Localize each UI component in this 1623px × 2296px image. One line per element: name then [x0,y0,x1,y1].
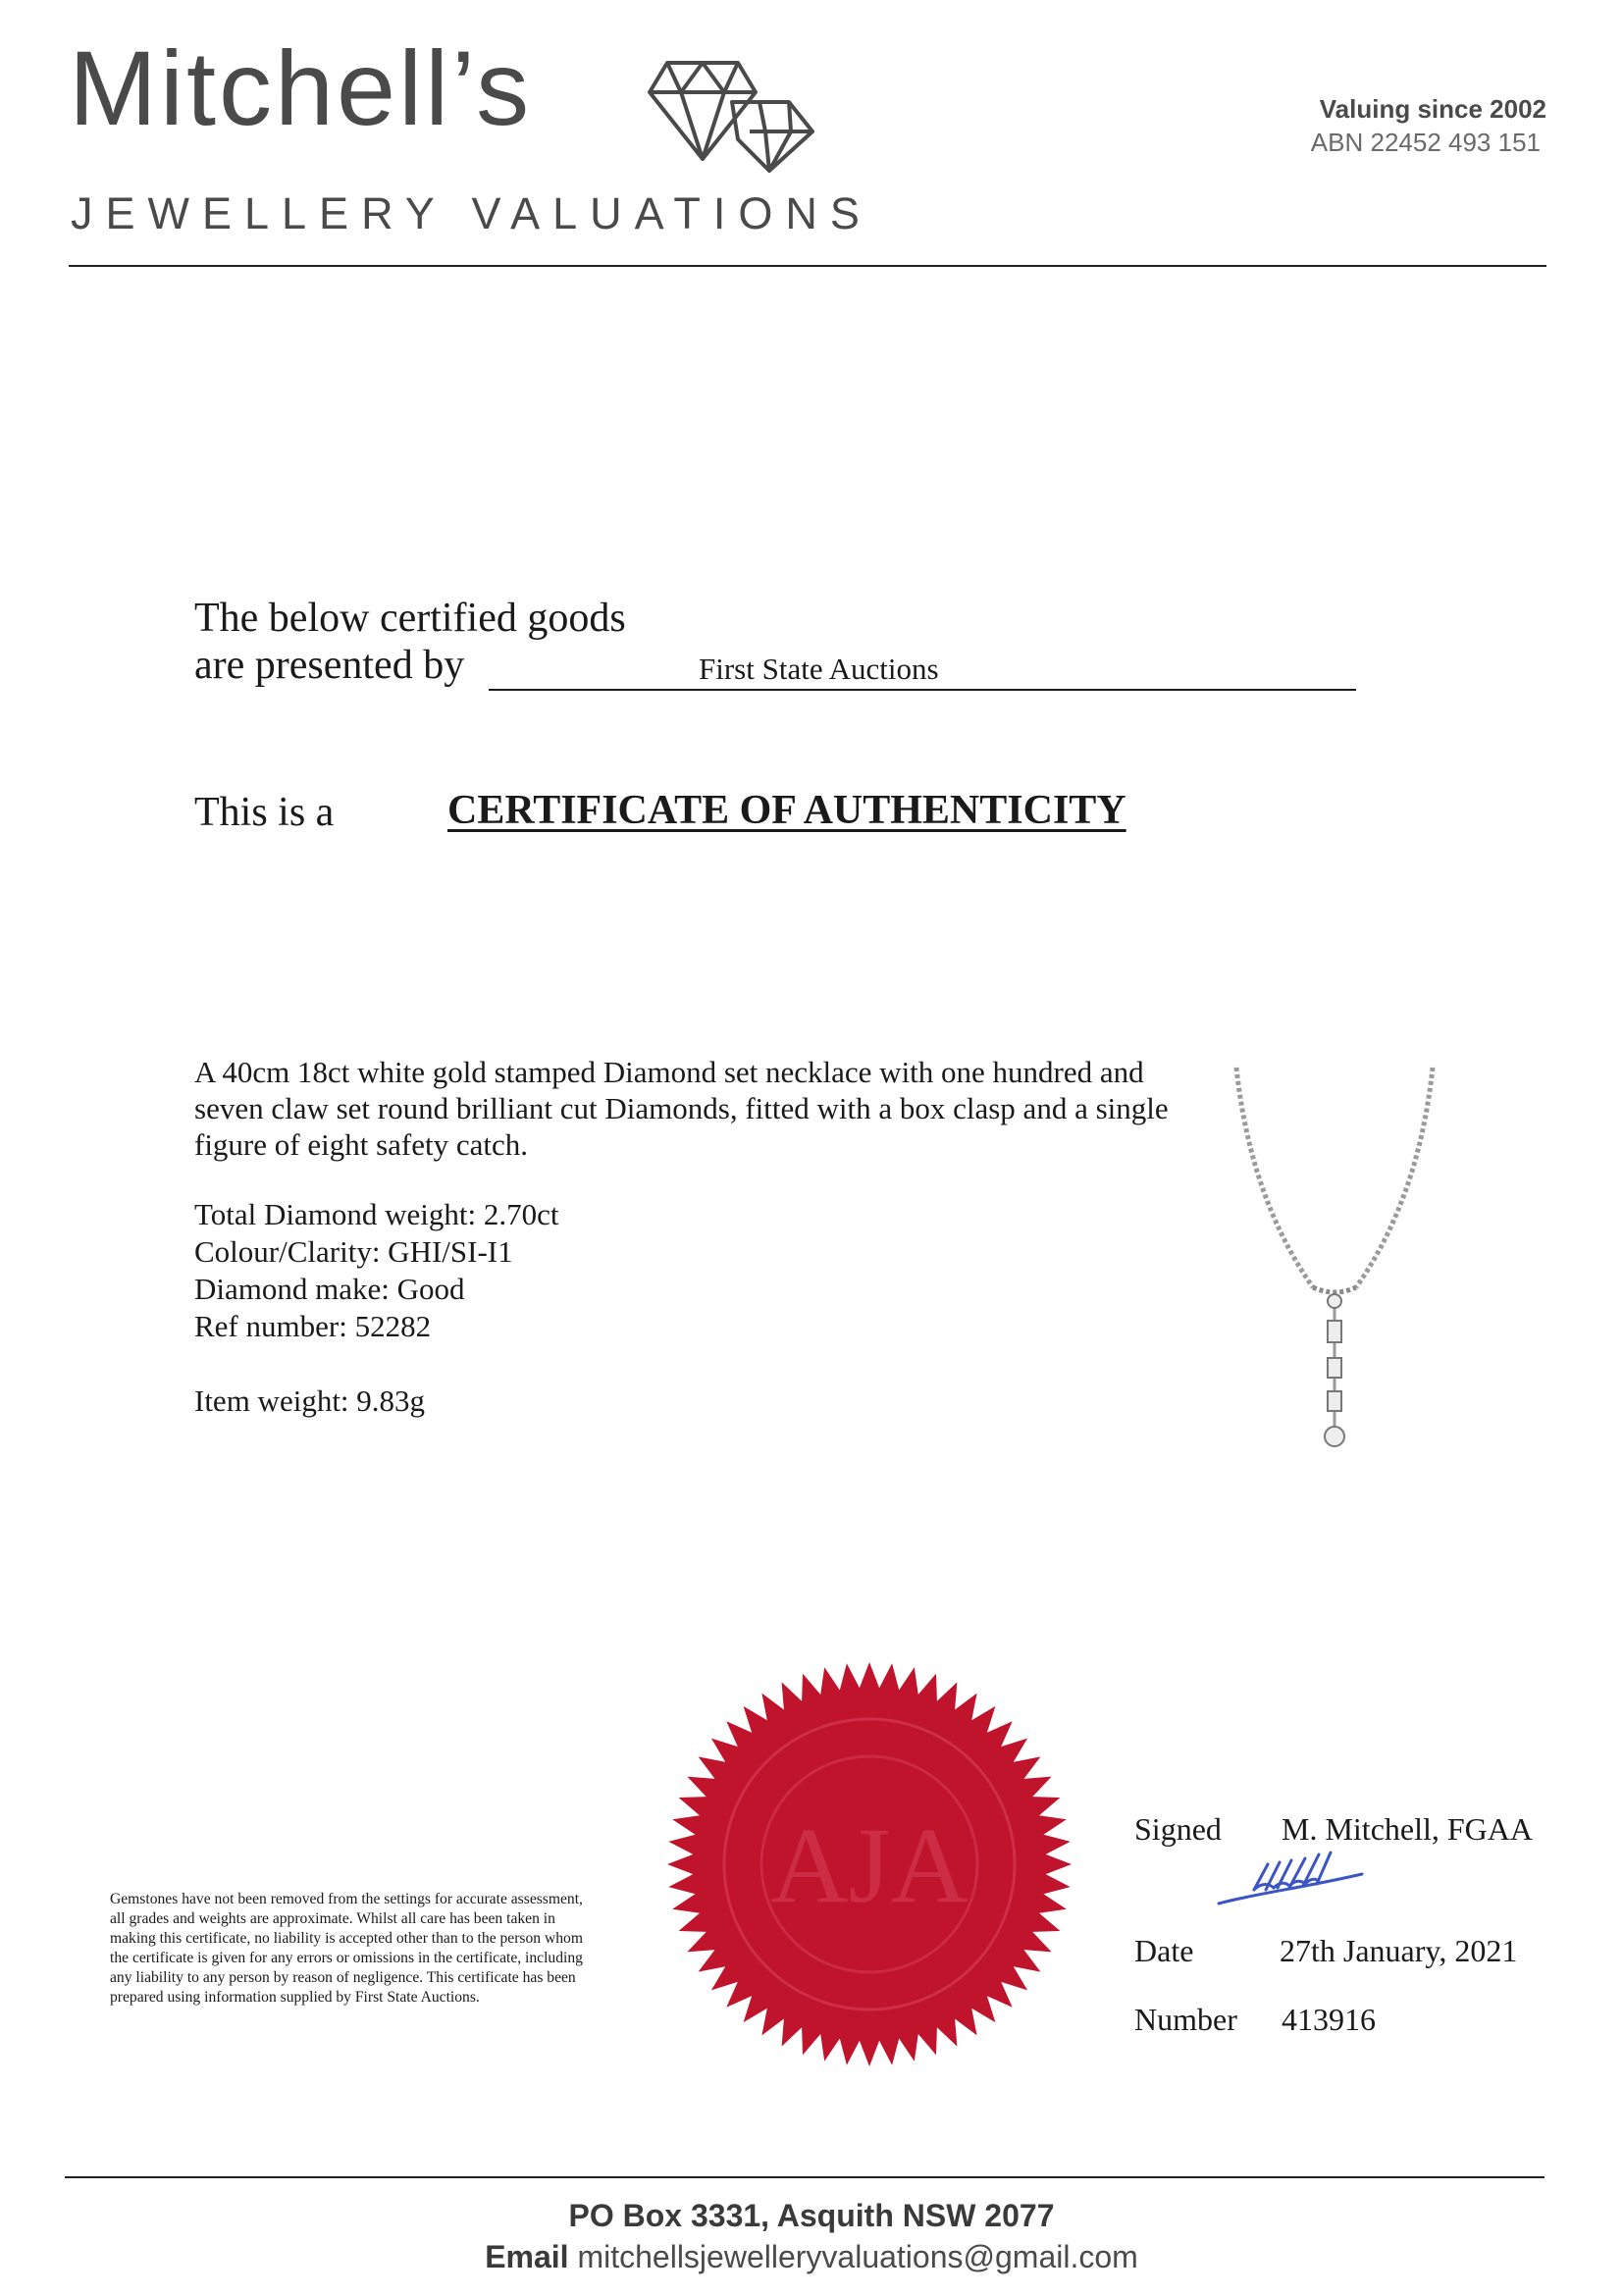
presented-line-1: The below certified goods [194,596,626,641]
email-label: Email [485,2239,569,2274]
seal-emblem: AJA [770,1805,969,1925]
header-divider [69,265,1546,267]
brand-subtitle: JEWELLERY VALUATIONS [71,188,872,238]
handwritten-signature [1215,1839,1411,1917]
disclaimer-text: Gemstones have not been removed from the settings for accurate assessment, all grades and weights are approximate. Whilst all care has been taken in making this certificate, no liability is accepted other than to the person whom the certificate is given for any errors or omissions in the certificate, including any liability to any person by reason of negligence. This certificate has been prepared using information supplied by First State Auctions. [110,1891,583,2006]
presented-line-2: are presented by [194,643,465,688]
wax-seal [663,1658,1075,2070]
presenter-underline [489,689,1356,691]
email-address[interactable]: mitchellsjewelleryvaluations@gmail.com [577,2239,1138,2274]
presenter-name: First State Auctions [699,652,939,686]
certificate-title: CERTIFICATE OF AUTHENTICITY [447,788,1126,833]
valuing-since: Valuing since 2002 [1319,94,1546,124]
certificate-prefix: This is a [194,790,335,835]
brand-name: Mitchell’s [69,28,533,147]
colour-clarity: Colour/Clarity: GHI/SI-I1 [194,1234,513,1269]
footer-address: PO Box 3331, Asquith NSW 2077 [568,2198,1055,2233]
item-description: A 40cm 18ct white gold stamped Diamond set necklace with one hundred and seven claw set round brilliant cut Diamonds, fitted with a box clasp and a single figure of eight safety catch. [194,1055,1169,1162]
footer-email-line [0,2239,1623,2275]
ref-number: Ref number: 52282 [194,1309,432,1343]
number-label: Number [1134,2002,1237,2037]
date-value: 27th January, 2021 [1280,1933,1518,1968]
total-diamond-weight: Total Diamond weight: 2.70ct [194,1197,559,1231]
date-label: Date [1134,1933,1194,1968]
item-weight: Item weight: 9.83g [194,1383,426,1418]
diamond-icon [648,57,816,173]
necklace-image [1227,1064,1442,1456]
diamond-make: Diamond make: Good [194,1272,465,1306]
number-value: 413916 [1282,2002,1376,2037]
signed-value: M. Mitchell, FGAA [1282,1811,1533,1847]
abn-number: ABN 22452 493 151 [1310,128,1541,157]
signed-label: Signed [1134,1811,1222,1847]
footer-divider [65,2176,1544,2178]
